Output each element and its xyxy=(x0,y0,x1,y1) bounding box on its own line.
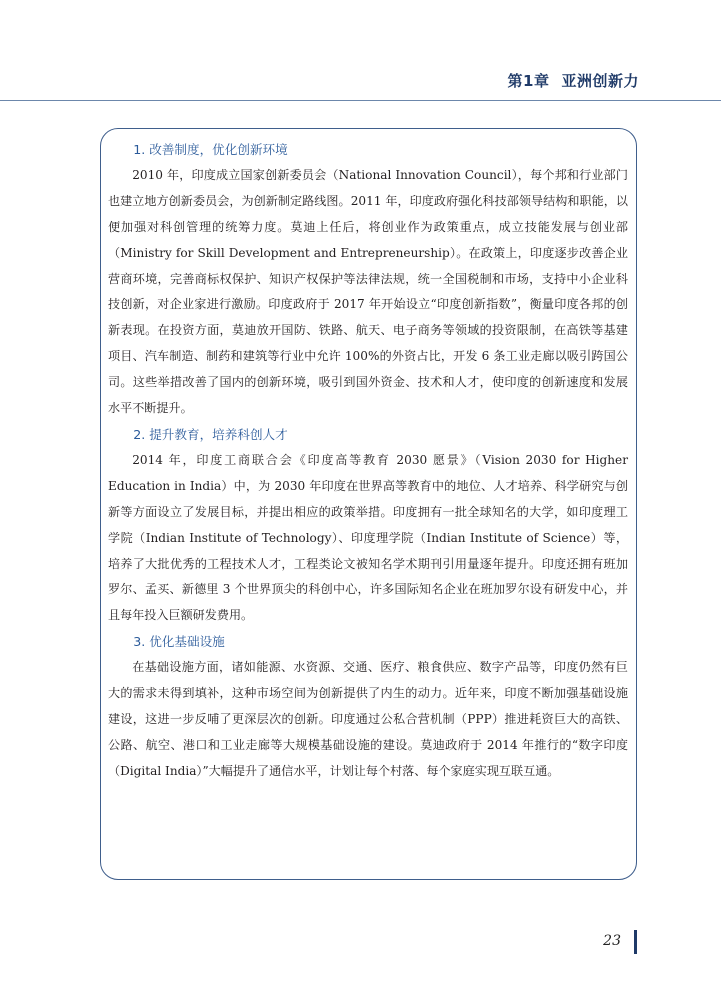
page-number: 23 xyxy=(603,933,621,949)
section-paragraph-2: 2014 年，印度工商联合会《印度高等教育 2030 愿景》（Vision 2030 for Higher Education in India）中，为 2030 年印度在世界高等教育中的地位、人才培养、科学研究与创新等方面设立了发展目标，并提出相应的政策举措。印度拥有一批全球知名的大学，如印度理工学院（Indian Institute of Technology）、印度理学院（Indian Institute of Science）等，培养了大批优秀的工程技术人才，工程类论文被知名学术期刊引用量逐年提升。印度还拥有班加罗尔、孟买、新德里 3 个世界顶尖的科创中心，许多国际知名企业在班加罗尔设有研发中心，并且每年投入巨额研发费用。 xyxy=(108,452,628,623)
section-paragraph-1: 2010 年，印度成立国家创新委员会（National Innovation Council），每个邦和行业部门也建立地方创新委员会，为创新制定路线图。2011 年，印度政府强化科技部领导结构和职能，以便加强对科创管理的统筹力度。莫迪上任后，将创业作为政策重点，成立技能发展与创业部（Ministry for Skill Development and Entrepreneurship）。在政策上，印度逐步改善企业营商环境，完善商标权保护、知识产权保护等法律法规，统一全国税制和市场，支持中小企业科技创新，对企业家进行激励。印度政府于 2017 年开始设立“印度创新指数”，衡量印度各邦的创新表现。在投资方面，莫迪放开国防、铁路、航天、电子商务等领域的投资限制，在高铁等基建项目、汽车制造、制药和建筑等行业中允许 100%的外资占比，开发 6 条工业走廊以吸引跨国公司。这些举措改善了国内的创新环境，吸引到国外资金、技术和人才，使印度的创新速度和发展水平不断提升。 xyxy=(108,167,628,416)
page-number-bar xyxy=(634,930,637,954)
chapter-title: 亚洲创新力 xyxy=(561,72,639,90)
chapter-label: 第1章 xyxy=(507,72,550,90)
section-heading-1: 1. 改善制度，优化创新环境 xyxy=(133,142,288,157)
header-rule xyxy=(0,100,721,101)
section-heading-2: 2. 提升教育，培养科创人才 xyxy=(133,426,288,442)
content-box xyxy=(108,137,628,785)
chapter-header xyxy=(508,70,639,91)
section-paragraph-3: 在基础设施方面，诸如能源、水资源、交通、医疗、粮食供应、数字产品等，印度仍然有巨大的需求未得到填补，这种市场空间为创新提供了内生的动力。近年来，印度不断加强基础设施建设，这进一步反哺了更深层次的创新。印度通过公私合营机制（PPP）推进耗资巨大的高铁、公路、航空、港口和工业走廊等大规模基础设施的建设。莫迪政府于 2014 年推行的“数字印度（Digital India）”大幅提升了通信水平，计划让每个村落、每个家庭实现互联互通。 xyxy=(108,660,628,778)
section-heading-3: 3. 优化基础设施 xyxy=(133,634,225,650)
